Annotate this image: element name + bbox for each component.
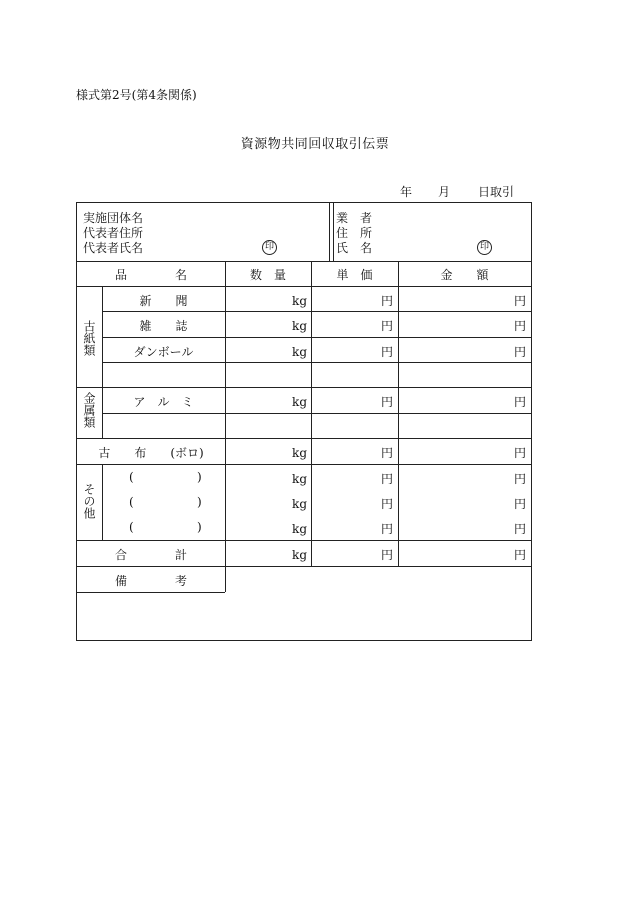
representative-address-label: 代表者住所 <box>83 226 144 240</box>
party-divider-inner <box>333 203 334 261</box>
vendor-name-label: 氏 名 <box>336 241 373 255</box>
unit-yen: 円 <box>380 522 393 536</box>
paren-close: ) <box>197 520 202 534</box>
group-label-metal: 金属類 <box>82 392 96 428</box>
group-label-other: その他 <box>82 483 96 519</box>
unit-yen: 円 <box>380 395 393 409</box>
unit-kg: kg <box>292 522 307 536</box>
organization-name-label: 実施団体名 <box>83 211 144 225</box>
item-old-cloth: 古 布 (ボロ) <box>98 446 204 460</box>
vendor-label: 業 者 <box>336 211 373 225</box>
header-amount: 金 額 <box>440 268 489 282</box>
unit-kg: kg <box>292 395 307 409</box>
item-cardboard: ダンボール <box>133 345 194 359</box>
vendor-address-label: 住 所 <box>336 226 373 240</box>
header-unit-price: 単 価 <box>336 268 373 282</box>
unit-yen: 円 <box>380 497 393 511</box>
unit-yen: 円 <box>380 446 393 460</box>
unit-kg: kg <box>292 548 307 562</box>
paren-open: ( <box>129 495 134 509</box>
seal-icon: 印 <box>262 240 277 255</box>
item-aluminum: ア ル ミ <box>133 395 194 409</box>
unit-yen: 円 <box>513 522 526 536</box>
unit-yen: 円 <box>513 395 526 409</box>
item-magazine: 雑 誌 <box>139 319 188 333</box>
unit-yen: 円 <box>513 294 526 308</box>
unit-kg: kg <box>292 319 307 333</box>
header-quantity: 数 量 <box>249 268 286 282</box>
unit-yen: 円 <box>513 497 526 511</box>
unit-yen: 円 <box>380 472 393 486</box>
unit-yen: 円 <box>513 345 526 359</box>
unit-yen: 円 <box>513 446 526 460</box>
unit-yen: 円 <box>513 472 526 486</box>
header-item: 品 名 <box>114 268 187 282</box>
item-newspaper: 新 聞 <box>139 294 188 308</box>
form-number: 様式第2号(第4条関係) <box>76 88 197 102</box>
date-year-label: 年 <box>400 185 413 199</box>
unit-kg: kg <box>292 294 307 308</box>
remarks-label: 備 考 <box>114 574 187 588</box>
total-label: 合 計 <box>114 548 187 562</box>
unit-yen: 円 <box>513 319 526 333</box>
group-label-paper: 古紙類 <box>82 320 96 356</box>
unit-yen: 円 <box>380 319 393 333</box>
unit-yen: 円 <box>380 548 393 562</box>
date-month-label: 月 <box>438 185 451 199</box>
representative-name-label: 代表者氏名 <box>83 241 144 255</box>
party-divider <box>329 203 330 261</box>
unit-yen: 円 <box>380 345 393 359</box>
unit-kg: kg <box>292 345 307 359</box>
document-title: 資源物共同回収取引伝票 <box>240 137 390 152</box>
unit-yen: 円 <box>513 548 526 562</box>
unit-yen: 円 <box>380 294 393 308</box>
paren-open: ( <box>129 520 134 534</box>
paren-open: ( <box>129 470 134 484</box>
paren-close: ) <box>197 495 202 509</box>
paren-close: ) <box>197 470 202 484</box>
date-day-label: 日取引 <box>478 185 515 199</box>
transaction-form <box>76 202 532 641</box>
unit-kg: kg <box>292 446 307 460</box>
unit-kg: kg <box>292 497 307 511</box>
unit-kg: kg <box>292 472 307 486</box>
seal-icon: 印 <box>477 240 492 255</box>
